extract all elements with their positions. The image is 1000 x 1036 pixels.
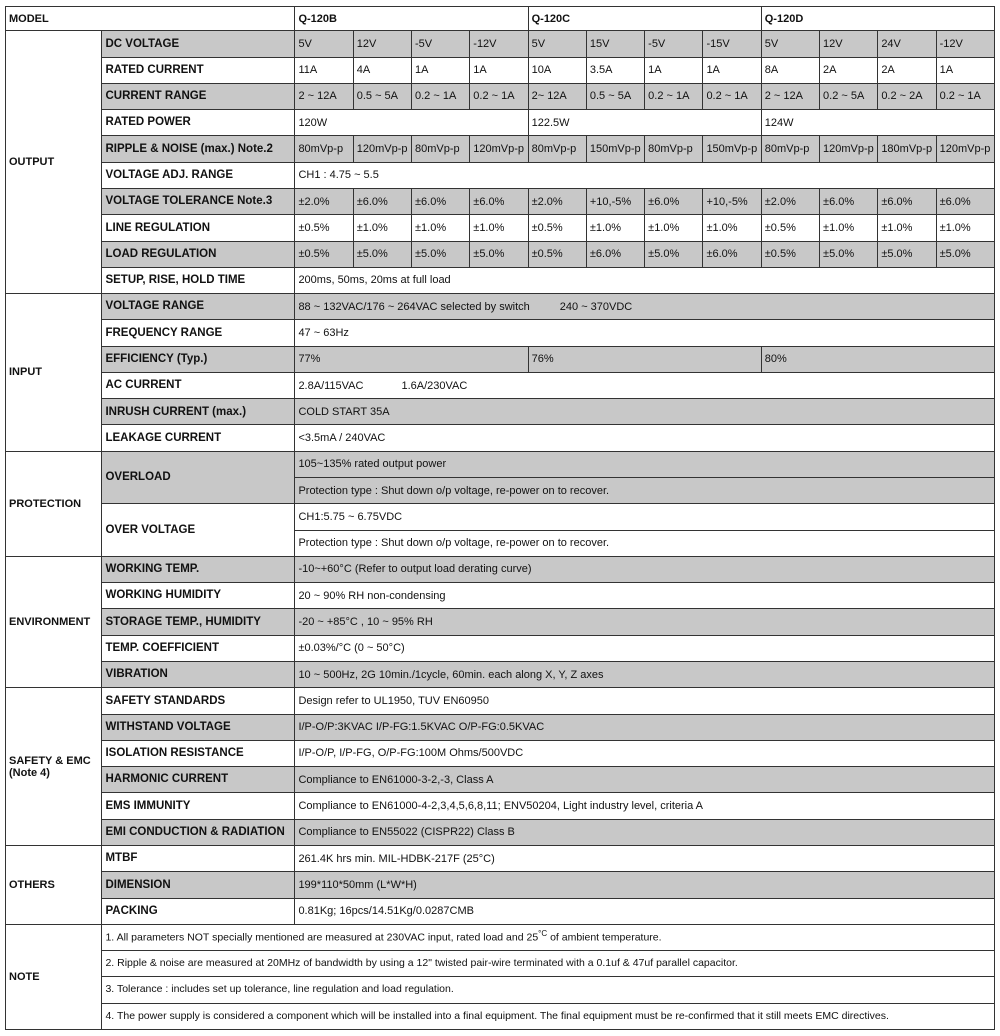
row-mtbf (6, 845, 995, 871)
row-safety-standards (6, 688, 995, 714)
cell: CH1:5.75 ~ 6.75VDC (295, 504, 995, 530)
cell: ±1.0% (353, 215, 411, 241)
label-over-voltage: OVER VOLTAGE (102, 504, 295, 557)
cell: 0.2 ~ 2A (878, 83, 936, 109)
model-q120b: Q-120B (295, 7, 528, 31)
model-label: MODEL (6, 7, 295, 31)
label-harmonic-current: HARMONIC CURRENT (102, 767, 295, 793)
cell (295, 372, 995, 398)
label-mtbf: MTBF (102, 845, 295, 871)
cell: 120mVp-p (470, 136, 528, 162)
cell: 120W (295, 110, 528, 136)
row-withstand-voltage (6, 714, 995, 740)
row-dimension (6, 872, 995, 898)
label-leakage-current: LEAKAGE CURRENT (102, 425, 295, 451)
cell: 1A (412, 57, 470, 83)
cell: ±5.0% (820, 241, 878, 267)
category-environment: ENVIRONMENT (6, 556, 102, 687)
cell: ±0.5% (295, 215, 353, 241)
voltage-range-dc: 240 ~ 370VDC (559, 300, 633, 313)
cell: 0.5 ~ 5A (353, 83, 411, 109)
category-protection: PROTECTION (6, 451, 102, 556)
cell: ±1.0% (936, 215, 994, 241)
cell: ±6.0% (353, 188, 411, 214)
cell: 12V (820, 31, 878, 57)
cell: ±1.0% (703, 215, 761, 241)
label-ems-immunity: EMS IMMUNITY (102, 793, 295, 819)
cell: -10~+60°C (Refer to output load derating curve) (295, 556, 995, 582)
row-emi (6, 819, 995, 845)
label-ripple-noise: RIPPLE & NOISE (max.) Note.2 (102, 136, 295, 162)
label-packing: PACKING (102, 898, 295, 924)
cell: 12V (353, 31, 411, 57)
category-safety-note: (Note 4) (9, 766, 50, 779)
row-vibration (6, 662, 995, 688)
row-packing (6, 898, 995, 924)
cell: -5V (645, 31, 703, 57)
cell: 2~ 12A (528, 83, 586, 109)
label-voltage-adj: VOLTAGE ADJ. RANGE (102, 162, 295, 188)
cell: 80% (761, 346, 994, 372)
row-note-4 (6, 1003, 995, 1029)
row-working-humidity (6, 583, 995, 609)
cell: 1A (936, 57, 994, 83)
cell: -5V (412, 31, 470, 57)
cell: -12V (936, 31, 994, 57)
category-safety (6, 688, 102, 846)
note-1-text: 1. All parameters NOT specially mentioned are measured at 230VAC input, rated load and 25 (105, 931, 539, 944)
cell: 20 ~ 90% RH non-condensing (295, 583, 995, 609)
row-efficiency (6, 346, 995, 372)
cell: 2A (878, 57, 936, 83)
cell: ±1.0% (412, 215, 470, 241)
cell: ±5.0% (645, 241, 703, 267)
row-storage (6, 609, 995, 635)
cell: ±0.5% (761, 241, 819, 267)
cell: -20 ~ +85°C , 10 ~ 95% RH (295, 609, 995, 635)
cell: ±1.0% (820, 215, 878, 241)
row-setup-time (6, 267, 995, 293)
row-frequency-range (6, 320, 995, 346)
cell: -15V (703, 31, 761, 57)
row-load-regulation (6, 241, 995, 267)
cell: COLD START 35A (295, 399, 995, 425)
ac-current-115: 2.8A/115VAC (298, 379, 364, 392)
cell: 80mVp-p (412, 136, 470, 162)
cell: 2 ~ 12A (761, 83, 819, 109)
cell: 0.81Kg; 16pcs/14.51Kg/0.0287CMB (295, 898, 995, 924)
cell: 77% (295, 346, 528, 372)
cell: ±6.0% (936, 188, 994, 214)
cell: 0.2 ~ 1A (470, 83, 528, 109)
label-vibration: VIBRATION (102, 662, 295, 688)
cell: ±2.0% (761, 188, 819, 214)
cell: ±0.5% (761, 215, 819, 241)
label-overload: OVERLOAD (102, 451, 295, 504)
cell: 150mVp-p (703, 136, 761, 162)
note-1 (102, 924, 995, 950)
row-inrush-current (6, 399, 995, 425)
cell: 80mVp-p (645, 136, 703, 162)
cell: 80mVp-p (295, 136, 353, 162)
cell: ±2.0% (528, 188, 586, 214)
cell: 150mVp-p (586, 136, 644, 162)
cell: 199*110*50mm (L*W*H) (295, 872, 995, 898)
row-note-2 (6, 951, 995, 977)
row-ems-immunity (6, 793, 995, 819)
label-voltage-tolerance: VOLTAGE TOLERANCE Note.3 (102, 188, 295, 214)
label-load-regulation: LOAD REGULATION (102, 241, 295, 267)
label-current-range: CURRENT RANGE (102, 83, 295, 109)
label-dc-voltage: DC VOLTAGE (102, 31, 295, 57)
cell: 24V (878, 31, 936, 57)
label-storage: STORAGE TEMP., HUMIDITY (102, 609, 295, 635)
cell: 0.2 ~ 1A (936, 83, 994, 109)
cell: Compliance to EN55022 (CISPR22) Class B (295, 819, 995, 845)
cell: ±6.0% (820, 188, 878, 214)
cell: Compliance to EN61000-4-2,3,4,5,6,8,11; ENV50204, Light industry level, criteria A (295, 793, 995, 819)
label-rated-current: RATED CURRENT (102, 57, 295, 83)
cell: 0.2 ~ 1A (645, 83, 703, 109)
row-voltage-adj (6, 162, 995, 188)
note-3: 3. Tolerance : includes set up tolerance, line regulation and load regulation. (102, 977, 995, 1003)
cell: ±6.0% (645, 188, 703, 214)
cell: ±5.0% (878, 241, 936, 267)
label-setup-time: SETUP, RISE, HOLD TIME (102, 267, 295, 293)
cell: ±6.0% (412, 188, 470, 214)
label-rated-power: RATED POWER (102, 110, 295, 136)
voltage-range-ac: 88 ~ 132VAC/176 ~ 264VAC selected by switch (298, 300, 530, 313)
cell: 0.2 ~ 1A (412, 83, 470, 109)
cell: ±6.0% (878, 188, 936, 214)
cell: 4A (353, 57, 411, 83)
model-q120c: Q-120C (528, 7, 761, 31)
label-inrush-current: INRUSH CURRENT (max.) (102, 399, 295, 425)
cell: ±0.5% (528, 215, 586, 241)
cell: 120mVp-p (353, 136, 411, 162)
cell: 1A (703, 57, 761, 83)
cell: ±1.0% (645, 215, 703, 241)
label-temp-coefficient: TEMP. COEFFICIENT (102, 635, 295, 661)
note-2: 2. Ripple & noise are measured at 20MHz of bandwidth by using a 12" twisted pair-wire terminated with a 0.1uf & 47uf parallel capacitor. (102, 951, 995, 977)
cell: 5V (528, 31, 586, 57)
note-1-tail: of ambient temperature. (547, 931, 662, 944)
ac-current-230: 1.6A/230VAC (401, 379, 468, 392)
cell: 1A (645, 57, 703, 83)
cell: ±5.0% (412, 241, 470, 267)
cell: Compliance to EN61000-3-2,-3, Class A (295, 767, 995, 793)
cell: ±6.0% (703, 241, 761, 267)
cell: 80mVp-p (528, 136, 586, 162)
label-emi: EMI CONDUCTION & RADIATION (102, 819, 295, 845)
category-input: INPUT (6, 294, 102, 452)
cell: 105~135% rated output power (295, 451, 995, 477)
note-4: 4. The power supply is considered a component which will be installed into a final equipment. The final equipment must be re-confirmed that it still meets EMC directives. (102, 1003, 995, 1029)
cell (295, 294, 995, 320)
label-withstand-voltage: WITHSTAND VOLTAGE (102, 714, 295, 740)
category-note: NOTE (6, 924, 102, 1029)
row-rated-current (6, 57, 995, 83)
row-current-range (6, 83, 995, 109)
cell: 2 ~ 12A (295, 83, 353, 109)
row-voltage-tolerance (6, 188, 995, 214)
cell: ±6.0% (470, 188, 528, 214)
cell: 180mVp-p (878, 136, 936, 162)
label-voltage-range: VOLTAGE RANGE (102, 294, 295, 320)
label-working-humidity: WORKING HUMIDITY (102, 583, 295, 609)
row-over-voltage-1 (6, 504, 995, 530)
cell: 120mVp-p (820, 136, 878, 162)
row-isolation-resistance (6, 740, 995, 766)
label-safety-standards: SAFETY STANDARDS (102, 688, 295, 714)
cell: 261.4K hrs min. MIL-HDBK-217F (25°C) (295, 845, 995, 871)
cell: 124W (761, 110, 994, 136)
row-dc-voltage (6, 31, 995, 57)
cell: ±1.0% (470, 215, 528, 241)
cell: Design refer to UL1950, TUV EN60950 (295, 688, 995, 714)
cell: 76% (528, 346, 761, 372)
label-efficiency: EFFICIENCY (Typ.) (102, 346, 295, 372)
cell: ±1.0% (586, 215, 644, 241)
cell: 15V (586, 31, 644, 57)
row-working-temp (6, 556, 995, 582)
cell: 1A (470, 57, 528, 83)
cell: ±0.03%/°C (0 ~ 50°C) (295, 635, 995, 661)
cell: ±1.0% (878, 215, 936, 241)
label-line-regulation: LINE REGULATION (102, 215, 295, 241)
row-note-3 (6, 977, 995, 1003)
cell: 11A (295, 57, 353, 83)
cell: Protection type : Shut down o/p voltage, re-power on to recover. (295, 530, 995, 556)
row-ripple-noise (6, 136, 995, 162)
cell: ±0.5% (528, 241, 586, 267)
cell: +10,-5% (703, 188, 761, 214)
cell: <3.5mA / 240VAC (295, 425, 995, 451)
cell: ±6.0% (586, 241, 644, 267)
cell: 8A (761, 57, 819, 83)
spec-table (5, 6, 995, 1030)
label-ac-current: AC CURRENT (102, 372, 295, 398)
note-1-degree: °C (538, 929, 548, 939)
row-harmonic-current (6, 767, 995, 793)
category-others: OTHERS (6, 845, 102, 924)
row-ac-current (6, 372, 995, 398)
cell: +10,-5% (586, 188, 644, 214)
cell: 47 ~ 63Hz (295, 320, 995, 346)
cell: 122.5W (528, 110, 761, 136)
cell: 200ms, 50ms, 20ms at full load (295, 267, 995, 293)
model-row (6, 7, 995, 31)
cell: 0.5 ~ 5A (586, 83, 644, 109)
cell: 10 ~ 500Hz, 2G 10min./1cycle, 60min. each along X, Y, Z axes (295, 662, 995, 688)
category-safety-label: SAFETY & EMC (9, 754, 91, 767)
cell: ±5.0% (353, 241, 411, 267)
label-dimension: DIMENSION (102, 872, 295, 898)
cell: Protection type : Shut down o/p voltage, re-power on to recover. (295, 478, 995, 504)
cell: 120mVp-p (936, 136, 994, 162)
cell: CH1 : 4.75 ~ 5.5 (295, 162, 995, 188)
cell: 3.5A (586, 57, 644, 83)
cell: 0.2 ~ 1A (703, 83, 761, 109)
cell: 5V (761, 31, 819, 57)
cell: 0.2 ~ 5A (820, 83, 878, 109)
row-overload-1 (6, 451, 995, 477)
cell: 2A (820, 57, 878, 83)
model-q120d: Q-120D (761, 7, 994, 31)
row-leakage-current (6, 425, 995, 451)
cell: 10A (528, 57, 586, 83)
category-output: OUTPUT (6, 31, 102, 294)
row-line-regulation (6, 215, 995, 241)
label-isolation-resistance: ISOLATION RESISTANCE (102, 740, 295, 766)
cell: ±5.0% (470, 241, 528, 267)
label-working-temp: WORKING TEMP. (102, 556, 295, 582)
row-temp-coefficient (6, 635, 995, 661)
row-note-1 (6, 924, 995, 950)
label-frequency-range: FREQUENCY RANGE (102, 320, 295, 346)
cell: I/P-O/P:3KVAC I/P-FG:1.5KVAC O/P-FG:0.5KVAC (295, 714, 995, 740)
row-voltage-range (6, 294, 995, 320)
cell: ±0.5% (295, 241, 353, 267)
cell: ±5.0% (936, 241, 994, 267)
cell: ±2.0% (295, 188, 353, 214)
cell: 80mVp-p (761, 136, 819, 162)
row-rated-power (6, 110, 995, 136)
cell: I/P-O/P, I/P-FG, O/P-FG:100M Ohms/500VDC (295, 740, 995, 766)
cell: 5V (295, 31, 353, 57)
cell: -12V (470, 31, 528, 57)
